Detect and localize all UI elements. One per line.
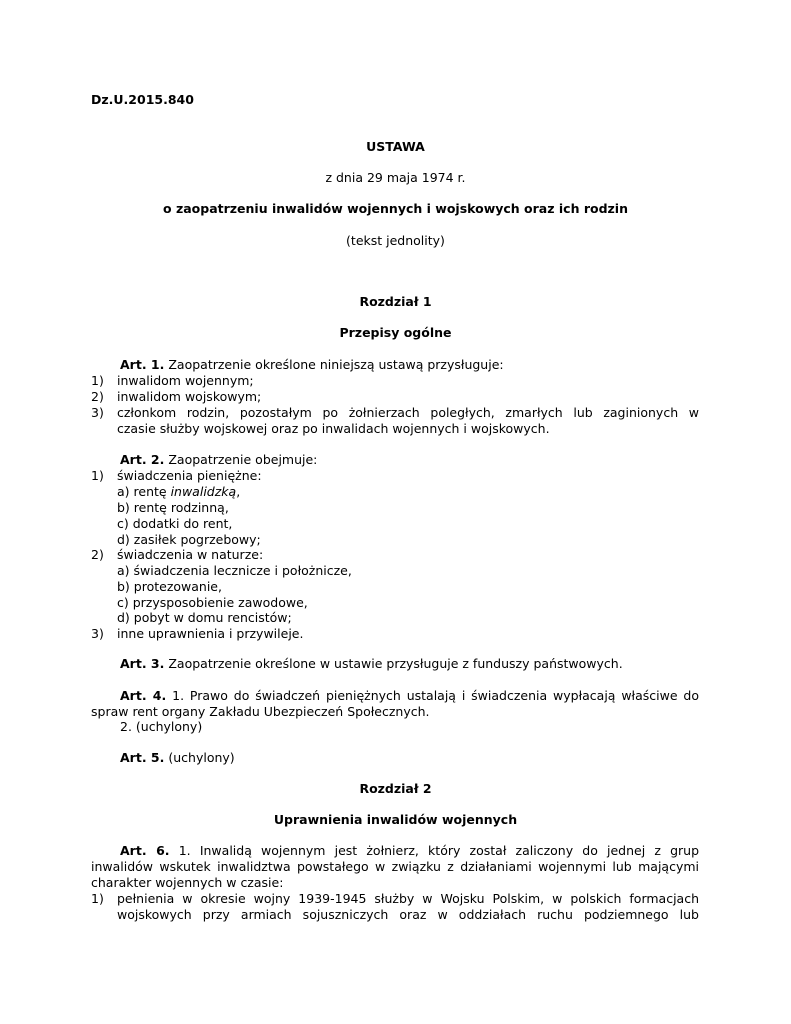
art-4-line-1: 1. Prawo do świadczeń pieniężnych ustalają i świadczenia wypłacają właściwe do xyxy=(172,688,699,703)
art-4-label: Art. 4. xyxy=(120,688,167,703)
art-1-item-2-num: 2) xyxy=(91,389,104,404)
chapter-2-name: Uprawnienia inwalidów wojennych xyxy=(273,812,518,827)
chapter-1-name: Przepisy ogólne xyxy=(339,325,452,340)
art-3-paragraph xyxy=(120,656,623,672)
art-4-paragraph-2: 2. (uchylony) xyxy=(120,719,203,734)
art-1-item-3-line-2: czasie służby wojskowej oraz po inwalidach wojennych i wojskowych. xyxy=(117,421,550,436)
art-2-paragraph xyxy=(120,452,317,468)
art-5-paragraph xyxy=(120,750,235,766)
art-2-item-1-num: 1) xyxy=(91,468,104,483)
art-2-label: Art. 2. xyxy=(120,452,165,467)
art-6-label: Art. 6. xyxy=(120,843,170,858)
art-2-item-2-sub-a: a) świadczenia lecznicze i położnicze, xyxy=(117,563,352,578)
art-1-item-2-text: inwalidom wojskowym; xyxy=(117,389,262,404)
art-2-item-2-num: 2) xyxy=(91,547,104,562)
art-2-item-1-sub-c: c) dodatki do rent, xyxy=(117,516,233,531)
art-1-item-1-num: 1) xyxy=(91,373,104,388)
art-6-item-1-line-1: pełnienia w okresie wojny 1939-1945 służby w Wojsku Polskim, w polskich formacjach xyxy=(117,891,699,906)
art-2-item-2-sub-c: c) przysposobienie zawodowe, xyxy=(117,595,308,610)
chapter-1-label: Rozdział 1 xyxy=(359,294,432,309)
chapter-2-label: Rozdział 2 xyxy=(359,781,432,796)
art-2-item-2-sub-b: b) protezowanie, xyxy=(117,579,222,594)
art-2-text: Zaopatrzenie obejmuje: xyxy=(168,452,318,467)
art-1-text: Zaopatrzenie określone niniejszą ustawą przysługuje: xyxy=(168,357,504,372)
art-1-paragraph xyxy=(120,357,504,373)
art-1-item-3-num: 3) xyxy=(91,405,104,420)
act-note: (tekst jednolity) xyxy=(346,233,445,248)
art-6-line-2: inwalidów wskutek inwalidztwa powstałego w związku z działaniami wojennymi lub mającymi xyxy=(91,859,699,874)
art-2-item-2-sub-d: d) pobyt w domu rencistów; xyxy=(117,610,292,625)
art-6-line-3: charakter wojennych w czasie: xyxy=(91,875,284,890)
art-2-item-1-sub-a xyxy=(117,484,240,500)
sub-a-post: , xyxy=(236,484,241,499)
art-2-item-1-text: świadczenia pieniężne: xyxy=(117,468,262,483)
doc-reference: Dz.U.2015.840 xyxy=(91,92,194,107)
art-2-item-2-text: świadczenia w naturze: xyxy=(117,547,264,562)
art-1-item-3-line-1: członkom rodzin, pozostałym po żołnierzach poległych, zmarłych lub zaginionych w xyxy=(117,405,699,420)
art-4-line-2: spraw rent organy Zakładu Ubezpieczeń Społecznych. xyxy=(91,704,430,719)
art-2-item-3-text: inne uprawnienia i przywileje. xyxy=(117,626,304,641)
act-date: z dnia 29 maja 1974 r. xyxy=(325,170,466,185)
sub-a-pre: a) rentę xyxy=(117,484,171,499)
art-5-label: Art. 5. xyxy=(120,750,165,765)
act-title: USTAWA xyxy=(366,139,425,154)
act-subject: o zaopatrzeniu inwalidów wojennych i wojskowych oraz ich rodzin xyxy=(163,201,628,216)
art-3-label: Art. 3. xyxy=(120,656,165,671)
art-1-item-1-text: inwalidom wojennym; xyxy=(117,373,254,388)
art-6-line-1: 1. Inwalidą wojennym jest żołnierz, który został zaliczony do jednej z grup xyxy=(178,843,699,858)
art-6-paragraph-line-1 xyxy=(120,843,699,859)
art-6-item-1-num: 1) xyxy=(91,891,104,906)
art-5-text: (uchylony) xyxy=(168,750,235,765)
sub-a-italic: inwalidzką xyxy=(170,484,237,499)
art-6-item-1-line-2: wojskowych przy armiach sojuszniczych oraz w oddziałach ruchu podziemnego lub xyxy=(117,907,699,922)
art-1-label: Art. 1. xyxy=(120,357,165,372)
art-2-item-3-num: 3) xyxy=(91,626,104,641)
art-3-text: Zaopatrzenie określone w ustawie przysługuje z funduszy państwowych. xyxy=(168,656,623,671)
art-2-item-1-sub-d: d) zasiłek pogrzebowy; xyxy=(117,532,261,547)
art-4-paragraph-line-1 xyxy=(120,688,699,704)
art-2-item-1-sub-b: b) rentę rodzinną, xyxy=(117,500,229,515)
